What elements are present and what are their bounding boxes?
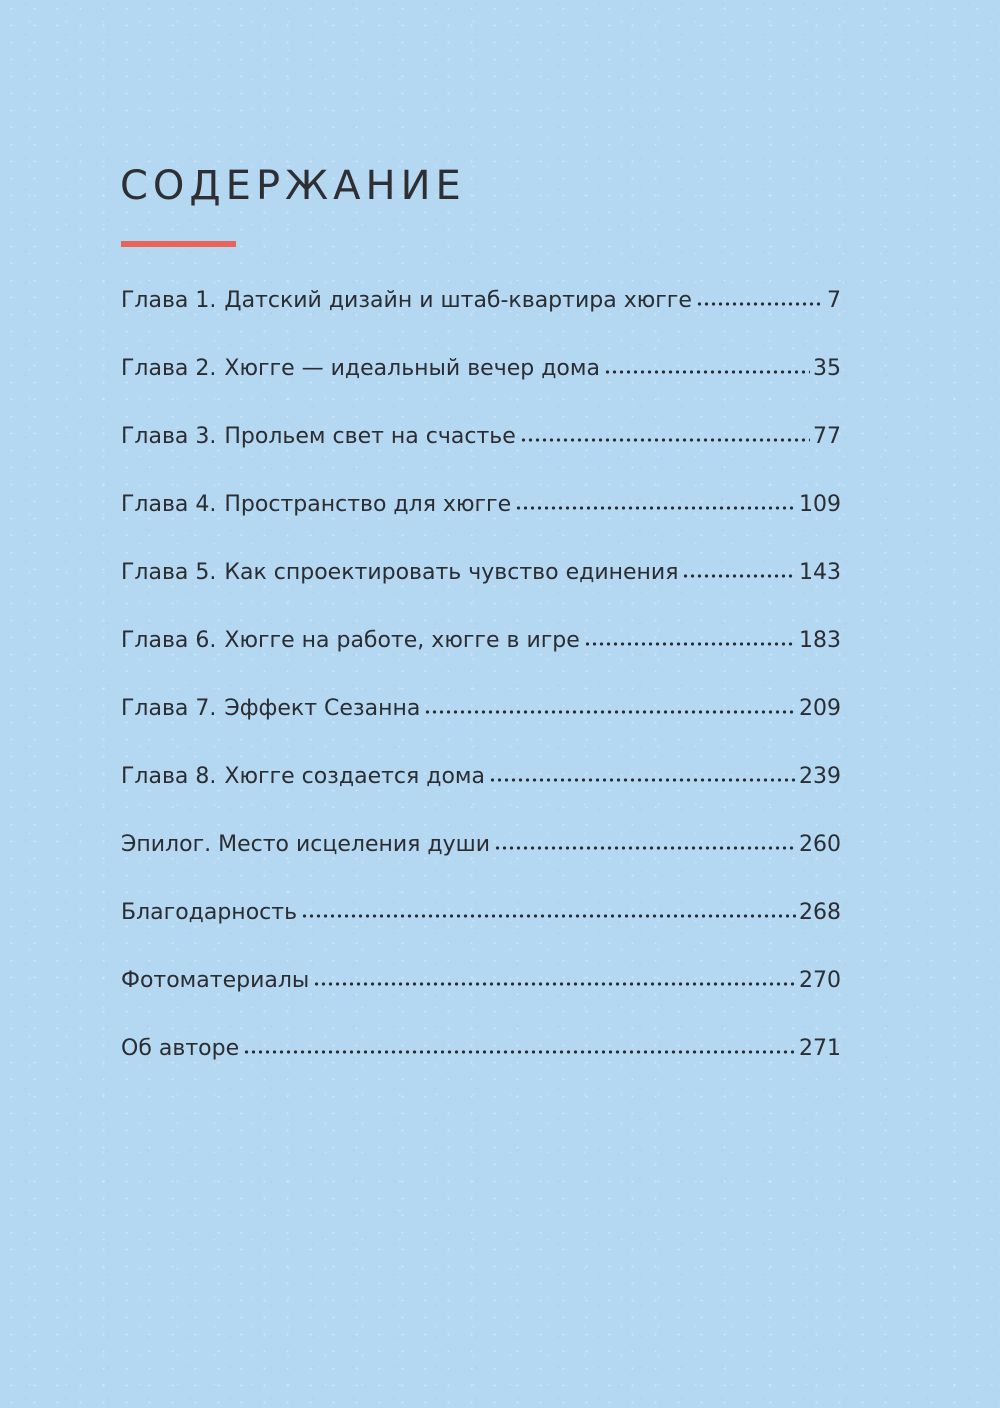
toc-entry-chapter-5[interactable]	[121, 553, 841, 621]
entry-title: Эпилог. Место исцеления души	[121, 832, 491, 857]
entry-page-number: 77	[813, 424, 841, 449]
entry-prefix: Глава 6.	[121, 628, 217, 653]
toc-entry-chapter-7[interactable]	[121, 689, 841, 757]
entry-title: Прольем свет на счастье	[224, 424, 516, 449]
entry-label	[121, 1029, 239, 1069]
toc-entry-chapter-1[interactable]	[121, 281, 841, 349]
entry-label	[121, 621, 580, 661]
entry-prefix: Глава 8.	[121, 764, 217, 789]
entry-page-number: 239	[799, 764, 841, 789]
entry-label	[121, 417, 516, 457]
toc-entry-epilogue[interactable]	[121, 825, 841, 893]
entry-page-number: 109	[799, 492, 841, 517]
dot-leader	[489, 778, 796, 782]
entry-prefix: Глава 4.	[121, 492, 217, 517]
dot-leader	[313, 982, 796, 986]
toc-entry-chapter-8[interactable]	[121, 757, 841, 825]
entry-label	[121, 281, 692, 321]
entry-label	[121, 825, 490, 865]
entry-page-number: 271	[799, 1036, 841, 1061]
entry-page-number: 143	[799, 560, 841, 585]
dot-leader	[243, 1050, 796, 1054]
toc-entry-chapter-2[interactable]	[121, 349, 841, 417]
dot-leader	[515, 506, 796, 510]
entry-title: Пространство для хюгге	[224, 492, 512, 517]
entry-title: Хюгге создается дома	[224, 764, 485, 789]
entry-label	[121, 893, 297, 933]
entry-label	[121, 485, 511, 525]
entry-page-number: 183	[799, 628, 841, 653]
entry-title: Об авторе	[121, 1036, 240, 1061]
dot-leader	[682, 574, 796, 578]
entry-page-number: 7	[827, 288, 841, 313]
entry-title: Эффект Сезанна	[224, 696, 421, 721]
entry-prefix: Глава 3.	[121, 424, 217, 449]
entry-page-number: 209	[799, 696, 841, 721]
entry-title: Хюгге — идеальный вечер дома	[224, 356, 600, 381]
toc-entry-about-author[interactable]	[121, 1029, 841, 1097]
dot-leader	[520, 438, 810, 442]
entry-title: Датский дизайн и штаб-квартира хюгге	[224, 288, 692, 313]
toc-entry-acknowledgements[interactable]	[121, 893, 841, 961]
dot-leader	[584, 642, 796, 646]
entry-title: Благодарность	[121, 900, 298, 925]
entry-prefix: Глава 5.	[121, 560, 217, 585]
toc-entry-chapter-3[interactable]	[121, 417, 841, 485]
page-title: СОДЕРЖАНИЕ	[120, 163, 466, 209]
dot-leader	[494, 846, 796, 850]
entry-prefix: Глава 1.	[121, 288, 217, 313]
entry-label	[121, 689, 420, 729]
toc-list	[121, 281, 841, 1097]
entry-prefix: Глава 7.	[121, 696, 217, 721]
entry-label	[121, 349, 600, 389]
entry-page-number: 260	[799, 832, 841, 857]
entry-label	[121, 961, 309, 1001]
dot-leader	[604, 370, 810, 374]
entry-prefix: Глава 2.	[121, 356, 217, 381]
entry-label	[121, 757, 485, 797]
entry-page-number: 268	[799, 900, 841, 925]
entry-title: Как спроектировать чувство единения	[224, 560, 679, 585]
entry-page-number: 35	[813, 356, 841, 381]
dot-leader	[424, 710, 796, 714]
entry-label	[121, 553, 678, 593]
dot-leader	[696, 302, 824, 306]
toc-entry-photo-credits[interactable]	[121, 961, 841, 1029]
dot-leader	[301, 914, 796, 918]
entry-title: Хюгге на работе, хюгге в игре	[224, 628, 580, 653]
entry-title: Фотоматериалы	[121, 968, 310, 993]
accent-rule	[121, 241, 236, 247]
entry-page-number: 270	[799, 968, 841, 993]
toc-entry-chapter-4[interactable]	[121, 485, 841, 553]
toc-entry-chapter-6[interactable]	[121, 621, 841, 689]
